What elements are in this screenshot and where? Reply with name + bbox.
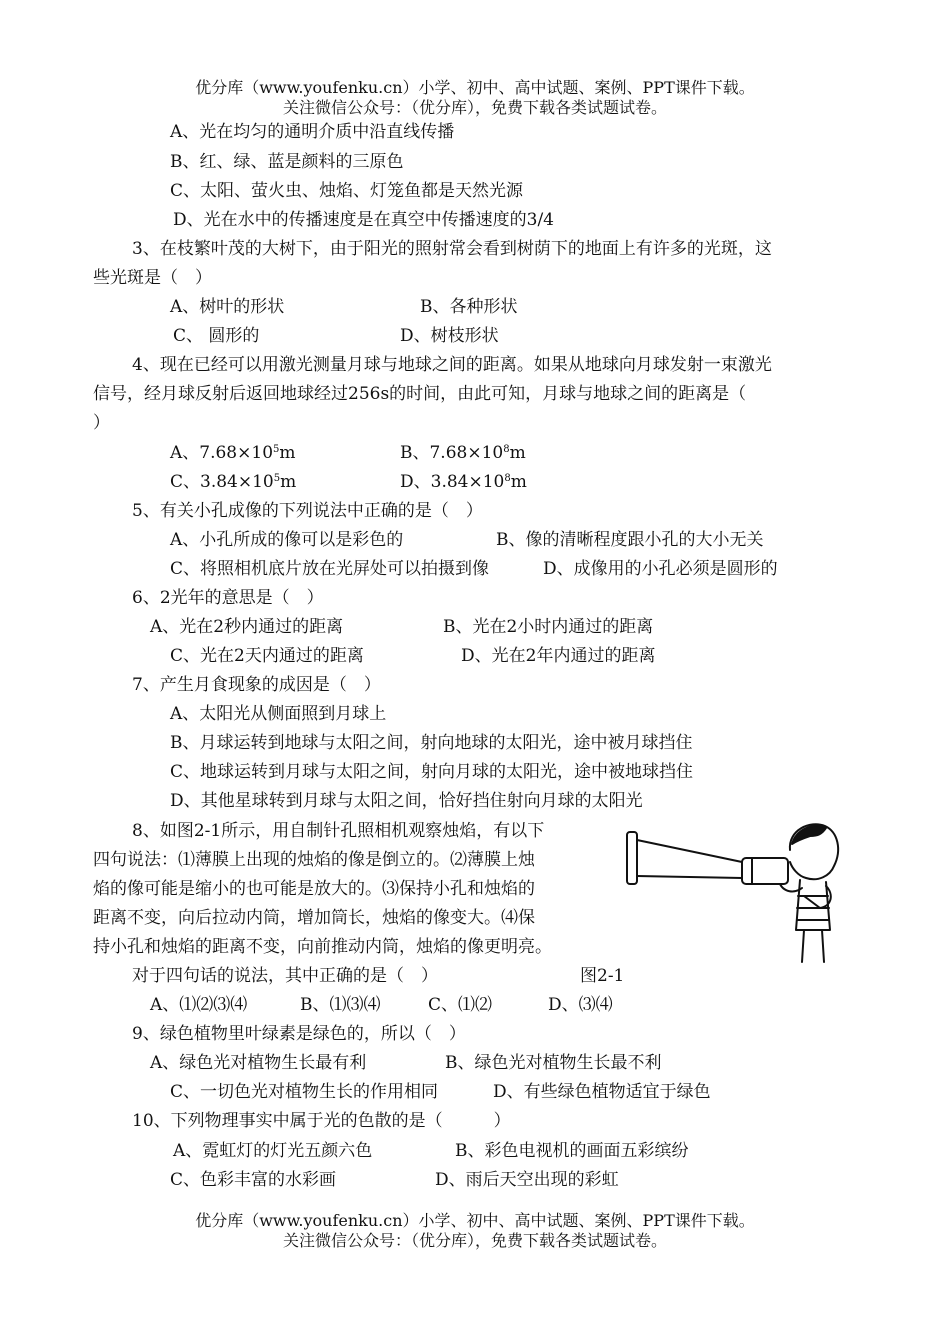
q10-option-c: C、色彩丰富的水彩画 — [170, 1170, 337, 1190]
q8-option-a: A、⑴⑵⑶⑷ — [150, 995, 248, 1015]
light-ray-bottom — [637, 876, 742, 878]
camera-tube — [742, 858, 788, 884]
q8-option-b: B、⑴⑶⑷ — [300, 995, 381, 1015]
pinhole-camera-figure — [620, 810, 850, 970]
q6-option-c: C、光在2天内通过的距离 — [170, 646, 364, 666]
q3-stem-line-1: 3、在枝繁叶茂的大树下，由于阳光的照射常会看到树荫下的地面上有许多的光斑，这 — [132, 239, 772, 259]
q2-option-a: A、光在均匀的通明介质中沿直线传播 — [170, 122, 455, 142]
q4-option-c-exponent: 5 — [273, 473, 281, 484]
q4-stem-line-2: 信号，经月球反射后返回地球经过256s的时间，由此可知，月球与地球之间的距离是（ — [93, 384, 747, 404]
candle-bar — [627, 832, 637, 884]
q4-option-c — [170, 471, 296, 493]
person-legs — [802, 930, 824, 962]
q6-option-b: B、光在2小时内通过的距离 — [443, 617, 654, 637]
q9-stem: 9、绿色植物里叶绿素是绿色的，所以（ ） — [132, 1024, 466, 1044]
q8-text-line-1: 8、如图2-1所示，用自制针孔照相机观察烛焰，有以下 — [132, 821, 545, 841]
footer-line-1: 优分库（www.youfenku.cn）小学、初中、高中试题、案例、PPT课件下载。 — [195, 1211, 755, 1230]
q9-option-c: C、一切色光对植物生长的作用相同 — [170, 1082, 439, 1102]
q2-option-b: B、红、绿、蓝是颜料的三原色 — [170, 152, 404, 172]
q7-stem: 7、产生月食现象的成因是（ ） — [132, 675, 381, 695]
q7-option-b: B、月球运转到地球与太阳之间，射向地球的太阳光，途中被月球挡住 — [170, 733, 693, 753]
q5-option-c: C、将照相机底片放在光屏处可以拍摄到像 — [170, 559, 490, 579]
q4-option-c-base: C、3.84×10 — [170, 472, 274, 492]
q4-stem-line-3: ） — [93, 413, 110, 433]
q10-stem: 10、下列物理事实中属于光的色散的是（ ） — [132, 1111, 511, 1131]
q4-option-b — [400, 442, 526, 464]
header-line-2: 关注微信公众号：（优分库），免费下载各类试题试卷。 — [282, 98, 667, 117]
q4-option-b-exponent: 8 — [503, 444, 510, 455]
q9-option-a: A、绿色光对植物生长最有利 — [150, 1053, 367, 1073]
q3-option-d: D、树枝形状 — [400, 326, 499, 346]
q8-option-d: D、⑶⑷ — [548, 995, 613, 1015]
shirt-stripes — [797, 896, 829, 920]
q4-option-d-unit: m — [510, 472, 527, 492]
person-hair — [792, 826, 826, 844]
q3-option-c: C、 圆形的 — [173, 326, 260, 346]
q4-option-a — [170, 442, 296, 464]
q7-option-a: A、太阳光从侧面照到月球上 — [170, 704, 387, 724]
q7-option-c: C、地球运转到月球与太阳之间，射向月球的太阳光，途中被地球挡住 — [170, 762, 694, 782]
q6-option-d: D、光在2年内通过的距离 — [461, 646, 656, 666]
q3-option-a: A、树叶的形状 — [170, 297, 285, 317]
q2-option-d: D、光在水中的传播速度是在真空中传播速度的3/4 — [173, 210, 554, 230]
q4-option-d-base: D、3.84×10 — [400, 472, 505, 492]
q9-option-b: B、绿色光对植物生长最不利 — [445, 1053, 662, 1073]
q6-option-a: A、光在2秒内通过的距离 — [150, 617, 344, 637]
q4-option-d — [400, 471, 527, 493]
q4-option-d-exponent: 8 — [504, 473, 511, 484]
q5-option-a: A、小孔所成的像可以是彩色的 — [170, 530, 404, 550]
q4-option-b-unit: m — [509, 443, 526, 463]
q2-option-c: C、太阳、萤火虫、烛焰、灯笼鱼都是天然光源 — [170, 181, 524, 201]
figure-caption: 图2-1 — [580, 966, 625, 986]
q10-option-a: A、霓虹灯的灯光五颜六色 — [173, 1141, 373, 1161]
q8-question-line: 对于四句话的说法，其中正确的是（ ） — [132, 966, 438, 986]
light-ray-top — [637, 840, 742, 862]
footer-line-2: 关注微信公众号：（优分库），免费下载各类试题试卷。 — [282, 1231, 667, 1250]
q7-option-d: D、其他星球转到月球与太阳之间，恰好挡住射向月球的太阳光 — [170, 791, 643, 811]
q4-option-a-unit: m — [279, 443, 296, 463]
q4-option-c-unit: m — [280, 472, 297, 492]
q8-text-line-3: 焰的像可能是缩小的也可能是放大的。⑶保持小孔和烛焰的 — [93, 879, 535, 899]
q4-option-a-base: A、7.68×10 — [170, 443, 274, 463]
q10-option-b: B、彩色电视机的画面五彩缤纷 — [455, 1141, 689, 1161]
q6-stem: 6、2光年的意思是（ ） — [132, 588, 324, 608]
q5-stem: 5、有关小孔成像的下列说法中正确的是（ ） — [132, 501, 483, 521]
q3-stem-line-2: 些光斑是（ ） — [93, 268, 212, 288]
header-line-1: 优分库（www.youfenku.cn）小学、初中、高中试题、案例、PPT课件下载。 — [195, 78, 755, 97]
q4-stem-line-1: 4、现在已经可以用激光测量月球与地球之间的距离。如果从地球向月球发射一束激光 — [132, 355, 772, 375]
q5-option-b: B、像的清晰程度跟小孔的大小无关 — [496, 530, 764, 550]
q8-text-line-5: 持小孔和烛焰的距离不变，向前推动内筒，烛焰的像更明亮。 — [93, 937, 552, 957]
q3-option-b: B、各种形状 — [420, 297, 518, 317]
q10-option-d: D、雨后天空出现的彩虹 — [435, 1170, 619, 1190]
q4-option-a-exponent: 5 — [273, 444, 280, 455]
q8-option-c: C、⑴⑵ — [428, 995, 493, 1015]
q8-text-line-4: 距离不变，向后拉动内筒，增加筒长，烛焰的像变大。⑷保 — [93, 908, 535, 928]
q9-option-d: D、有些绿色植物适宜于绿色 — [493, 1082, 711, 1102]
q4-option-b-base: B、7.68×10 — [400, 443, 504, 463]
q5-option-d: D、成像用的小孔必须是圆形的 — [543, 559, 778, 579]
q8-text-line-2: 四句说法：⑴薄膜上出现的烛焰的像是倒立的。⑵薄膜上烛 — [93, 850, 535, 870]
